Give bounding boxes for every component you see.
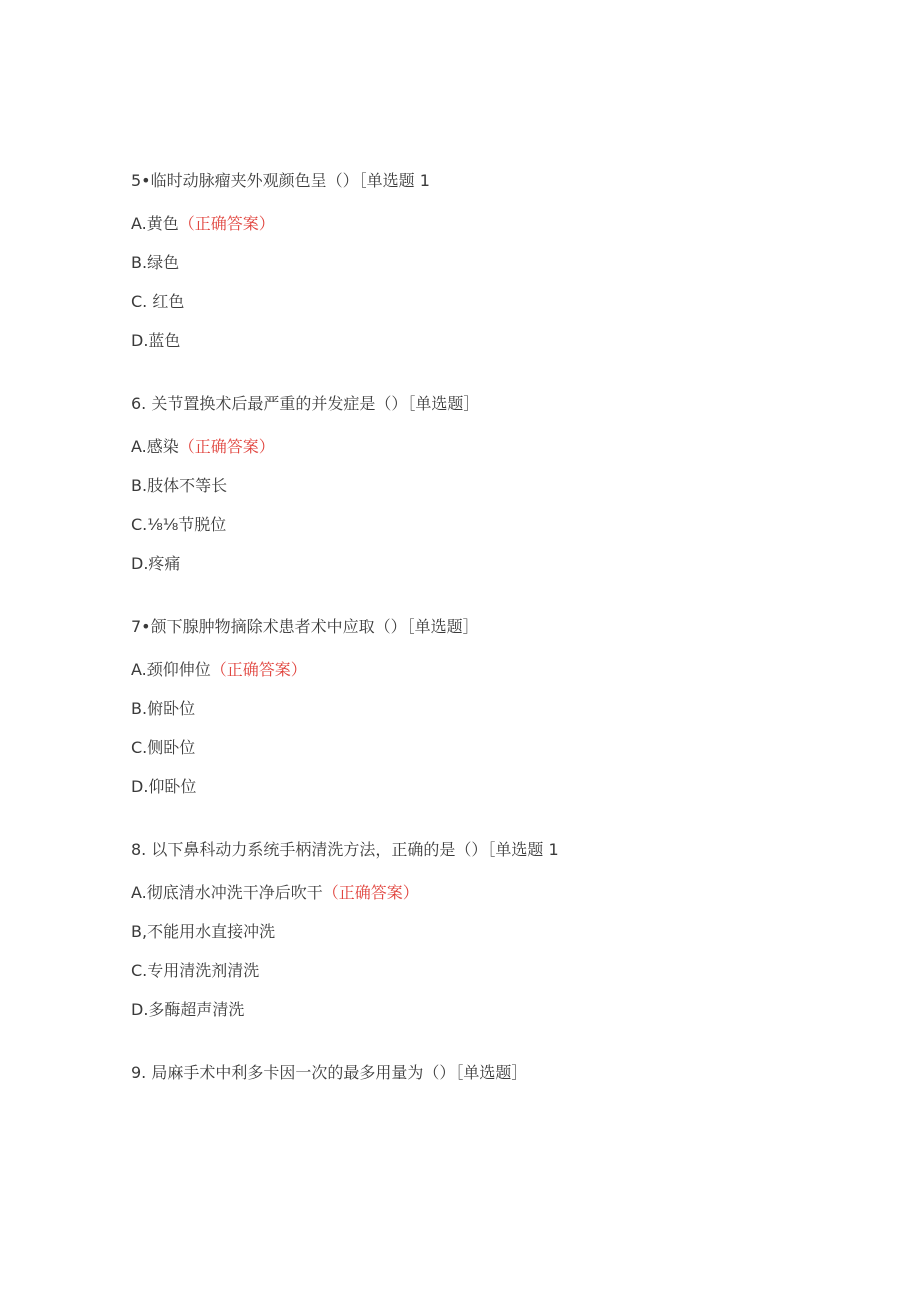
correct-answer-marker: （正确答案）	[322, 883, 419, 902]
correct-answer-marker: （正确答案）	[210, 660, 307, 679]
option-text: B.俯卧位	[131, 699, 196, 718]
question-title: 5•临时动脉瘤夹外观颜色呈（）［单选题 1	[131, 171, 430, 190]
option-a	[131, 659, 307, 681]
option-text: C. 红色	[131, 292, 185, 311]
option-text: A.黄色	[131, 214, 179, 233]
option-b	[131, 921, 275, 943]
option-text: A.彻底清水冲洗干净后吹干	[131, 883, 323, 902]
question-title: 8. 以下鼻科动力系统手柄清洗方法，正确的是（）［单选题 1	[131, 840, 559, 859]
option-d	[131, 330, 180, 352]
question-title: 6. 关节置换术后最严重的并发症是（）［单选题］	[131, 394, 480, 413]
option-c	[131, 960, 259, 982]
option-text: D.仰卧位	[131, 777, 197, 796]
option-text: C.⅛⅛节脱位	[131, 515, 227, 534]
option-c	[131, 737, 195, 759]
option-d	[131, 776, 196, 798]
correct-answer-marker: （正确答案）	[178, 214, 275, 233]
option-a	[131, 213, 275, 235]
question-title: 9. 局麻手术中利多卡因一次的最多用量为（）［单选题］	[131, 1063, 528, 1082]
option-text: C.侧卧位	[131, 738, 196, 757]
option-text: C.专用清洗剂清洗	[131, 961, 260, 980]
option-c	[131, 291, 184, 313]
option-d	[131, 999, 244, 1021]
option-text: D.疼痛	[131, 554, 181, 573]
question-title: 7•颌下腺肿物摘除术患者术中应取（）［单选题］	[131, 617, 479, 636]
option-text: A.颈仰伸位	[131, 660, 211, 679]
option-c	[131, 514, 226, 536]
option-text: B.肢体不等长	[131, 476, 228, 495]
option-text: A.感染	[131, 437, 179, 456]
option-text: B.绿色	[131, 253, 180, 272]
option-text: B,不能用水直接冲洗	[131, 922, 276, 941]
option-b	[131, 475, 227, 497]
option-d	[131, 553, 180, 575]
option-b	[131, 698, 195, 720]
correct-answer-marker: （正确答案）	[178, 437, 275, 456]
option-a	[131, 436, 275, 458]
option-a	[131, 882, 419, 904]
option-text: D.蓝色	[131, 331, 181, 350]
option-b	[131, 252, 179, 274]
option-text: D.多酶超声清洗	[131, 1000, 245, 1019]
